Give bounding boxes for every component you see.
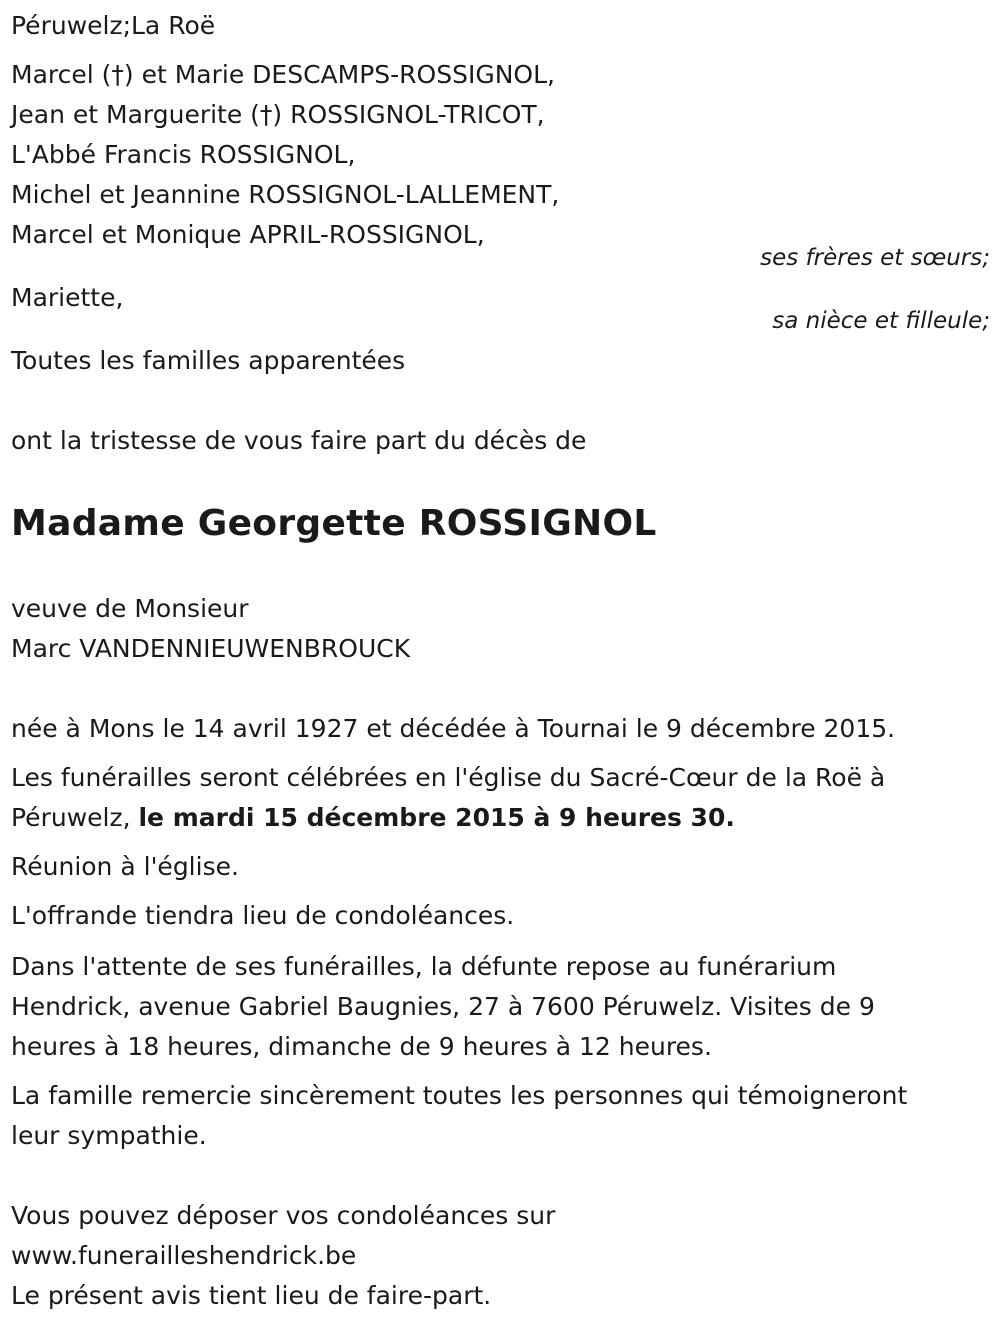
sibling-line: Marcel (†) et Marie DESCAMPS-ROSSIGNOL, bbox=[11, 60, 555, 89]
deceased-name: Madame Georgette ROSSIGNOL bbox=[11, 503, 657, 544]
notice-footer: Le présent avis tient lieu de faire-part. bbox=[11, 1281, 492, 1310]
announcement-line: ont la tristesse de vous faire part du décès de bbox=[11, 426, 587, 455]
reunion-line: Réunion à l'église. bbox=[11, 852, 239, 881]
sibling-line: Jean et Marguerite (†) ROSSIGNOL-TRICOT, bbox=[11, 100, 545, 129]
birth-death-line: née à Mons le 14 avril 1927 et décédée à Tournai le 9 décembre 2015. bbox=[11, 714, 896, 743]
siblings-relation: ses frères et sœurs; bbox=[760, 245, 990, 271]
sibling-line: L'Abbé Francis ROSSIGNOL, bbox=[11, 140, 356, 169]
location-line: Péruwelz;La Roë bbox=[11, 11, 216, 40]
niece-relation: sa nièce et filleule; bbox=[772, 308, 990, 334]
widow-line: veuve de Monsieur bbox=[11, 594, 249, 623]
funeral-line: Les funérailles seront célébrées en l'église du Sacré-Cœur de la Roë à bbox=[11, 763, 886, 792]
widow-husband-name: Marc VANDENNIEUWENBROUCK bbox=[11, 634, 411, 663]
funeral-date: le mardi 15 décembre 2015 à 9 heures 30. bbox=[138, 803, 735, 832]
offering-line: L'offrande tiendra lieu de condoléances. bbox=[11, 901, 515, 930]
repose-line: heures à 18 heures, dimanche de 9 heures à 12 heures. bbox=[11, 1032, 712, 1061]
repose-line: Hendrick, avenue Gabriel Baugnies, 27 à 7600 Péruwelz. Visites de 9 bbox=[11, 992, 875, 1021]
families-line: Toutes les familles apparentées bbox=[11, 346, 406, 375]
condolences-website: www.funerailleshendrick.be bbox=[11, 1241, 357, 1270]
funeral-date-line bbox=[11, 798, 735, 838]
funeral-place: Péruwelz, bbox=[11, 803, 139, 832]
sibling-line: Michel et Jeannine ROSSIGNOL-LALLEMENT, bbox=[11, 180, 560, 209]
repose-line: Dans l'attente de ses funérailles, la défunte repose au funérarium bbox=[11, 952, 837, 981]
condolences-line: Vous pouvez déposer vos condoléances sur bbox=[11, 1201, 556, 1230]
thanks-line: leur sympathie. bbox=[11, 1121, 207, 1150]
sibling-line: Marcel et Monique APRIL-ROSSIGNOL, bbox=[11, 220, 485, 249]
niece-name: Mariette, bbox=[11, 283, 124, 312]
thanks-line: La famille remercie sincèrement toutes les personnes qui témoigneront bbox=[11, 1081, 908, 1110]
